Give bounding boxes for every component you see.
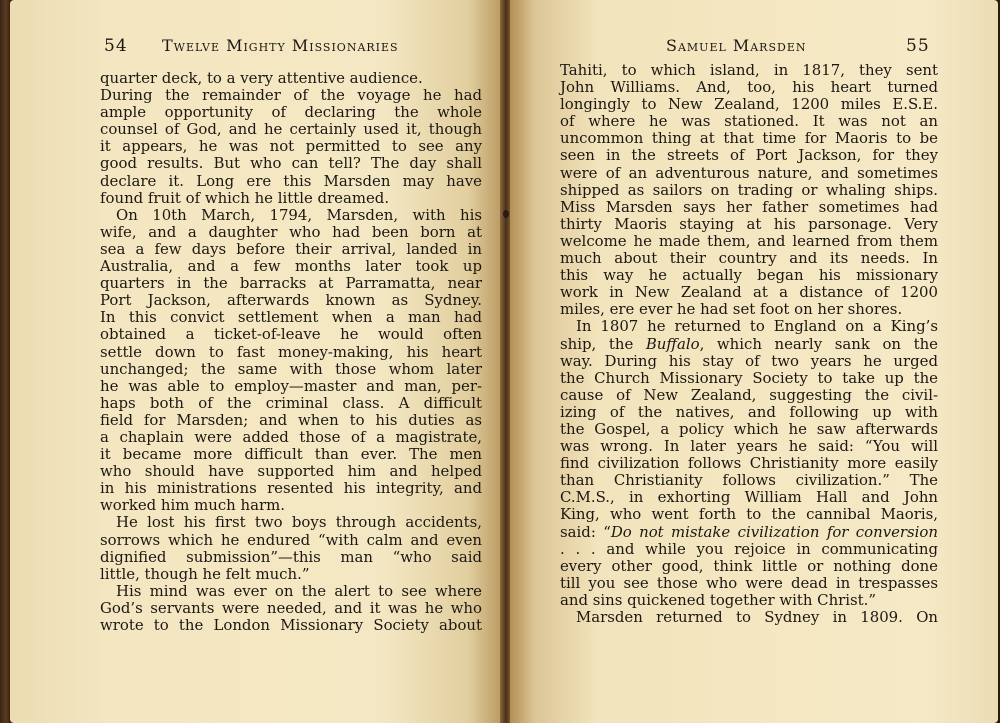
text-line: quarters in the barracks at Parramatta, near bbox=[100, 274, 482, 293]
text-line: wife, and a daughter who had been born at bbox=[100, 222, 482, 241]
text-line: it appears, he was not permitted to see any bbox=[100, 137, 482, 156]
text-line: worked him much harm. bbox=[100, 496, 285, 515]
text-line: seen in the streets of Port Jackson, for they bbox=[560, 146, 938, 165]
text-line: settle down to fast money-making, his heart bbox=[100, 342, 482, 361]
text-line: thirty Maoris staying at his parsonage. Very bbox=[560, 214, 938, 233]
text-line: a chaplain were added those of a magistrate, bbox=[100, 427, 482, 446]
text-line: he was able to employ—master and man, per- bbox=[100, 376, 482, 395]
text-line: sea a few days before their arrival, landed in bbox=[100, 239, 482, 258]
text-line: and sins quickened together with Christ.” bbox=[560, 590, 877, 609]
text-line: wrote to the London Missionary Society about bbox=[100, 616, 482, 634]
running-title: Samuel Marsden bbox=[666, 36, 807, 55]
text-line: than Christianity follows civilization.” The bbox=[560, 471, 938, 490]
text-line: said: “Do not mistake civilization for conversion bbox=[560, 522, 938, 541]
text-line: On 10th March, 1794, Marsden, with his bbox=[116, 205, 482, 224]
text-line: good results. But who can tell? The day shall bbox=[100, 154, 482, 173]
text-line: welcome he made them, and learned from them bbox=[560, 231, 938, 250]
text-line: who should have supported him and helped bbox=[100, 462, 482, 481]
text-line: little, though he felt much.” bbox=[100, 564, 310, 583]
text-line: unchanged; the same with those whom later bbox=[100, 359, 482, 378]
text-line: C.M.S., in exhorting William Hall and John bbox=[560, 488, 938, 507]
text-line: ship, the Buffalo, which nearly sank on the bbox=[560, 334, 938, 353]
text-line: cause of New Zealand, suggesting the civil- bbox=[560, 385, 938, 404]
running-title: Twelve Mighty Missionaries bbox=[162, 36, 399, 55]
text-line: the Gospel, a policy which he saw afterwards bbox=[560, 419, 938, 438]
text-line: quarter deck, to a very attentive audience. bbox=[100, 69, 423, 87]
text-line: Australia, and a few months later took up bbox=[100, 257, 482, 276]
text-line: the Church Missionary Society to take up the bbox=[560, 368, 938, 387]
text-line: was wrong. In later years he said: “You will bbox=[560, 437, 938, 456]
text-line: God’s servants were needed, and it was he who bbox=[100, 598, 482, 617]
text-line: . . . and while you rejoice in communicating bbox=[560, 539, 938, 558]
text-line: till you see those who were dead in trespasses bbox=[560, 573, 938, 592]
text-line: find civilization follows Christianity more easily bbox=[560, 454, 938, 473]
text-line: field for Marsden; and when to his duties as bbox=[100, 410, 482, 429]
text-line: Miss Marsden says her father sometimes had bbox=[560, 197, 938, 216]
right-page bbox=[510, 0, 998, 723]
text-line: sorrows which he endured “with calm and even bbox=[100, 530, 482, 549]
text-line: obtained a ticket-of-leave he would often bbox=[100, 325, 482, 344]
text-line: much about their country and its needs. In bbox=[560, 249, 938, 268]
text-line: In this convict settlement when a man had bbox=[100, 308, 482, 327]
text-line: In 1807 he returned to England on a King’s bbox=[576, 317, 938, 336]
text-line: this way he actually began his missionary bbox=[560, 266, 938, 285]
text-line: King, who went forth to the cannibal Maoris, bbox=[560, 505, 938, 524]
text-line: haps both of the criminal class. A difficult bbox=[100, 393, 482, 412]
text-line: of where he was stationed. It was not an bbox=[560, 112, 938, 131]
text-line: way. During his stay of two years he urged bbox=[560, 351, 938, 370]
body-text bbox=[560, 62, 938, 626]
text-line: longingly to New Zealand, 1200 miles E.S.E. bbox=[560, 95, 938, 114]
binding-mark bbox=[503, 210, 509, 218]
text-line: Marsden returned to Sydney in 1809. On bbox=[576, 608, 938, 626]
text-line: in his ministrations resented his integrity, and bbox=[100, 479, 482, 498]
text-line: work in New Zealand at a distance of 1200 bbox=[560, 283, 938, 302]
text-line: izing of the natives, and following up with bbox=[560, 402, 938, 421]
text-line: found fruit of which he little dreamed. bbox=[100, 188, 390, 207]
text-line: counsel of God, and he certainly used it, though bbox=[100, 120, 482, 139]
text-line: every other good, think little or nothing done bbox=[560, 556, 938, 575]
page-number: 55 bbox=[906, 36, 930, 56]
text-line: His mind was ever on the alert to see where bbox=[116, 581, 482, 600]
text-line: ample opportunity of declaring the whole bbox=[100, 103, 482, 122]
text-line: dignified submission”—this man “who said bbox=[100, 547, 482, 566]
body-text bbox=[100, 70, 482, 634]
text-line: uncommon thing at that time for Maoris to be bbox=[560, 129, 938, 148]
text-line: declare it. Long ere this Marsden may have bbox=[100, 171, 482, 190]
left-page bbox=[10, 0, 502, 723]
page-number: 54 bbox=[104, 36, 128, 56]
text-line: Tahiti, to which island, in 1817, they sent bbox=[560, 61, 938, 79]
text-line: He lost his first two boys through accidents, bbox=[116, 513, 482, 532]
text-line: miles, ere ever he had set foot on her shores. bbox=[560, 300, 903, 319]
text-line: John Williams. And, too, his heart turned bbox=[560, 78, 938, 97]
text-line: During the remainder of the voyage he had bbox=[100, 86, 482, 105]
text-line: were of an adventurous nature, and sometimes bbox=[560, 163, 938, 182]
text-line: it became more difficult than ever. The men bbox=[100, 445, 482, 464]
text-line: shipped as sailors on trading or whaling ships. bbox=[560, 180, 938, 199]
text-line: Port Jackson, afterwards known as Sydney. bbox=[100, 291, 482, 310]
